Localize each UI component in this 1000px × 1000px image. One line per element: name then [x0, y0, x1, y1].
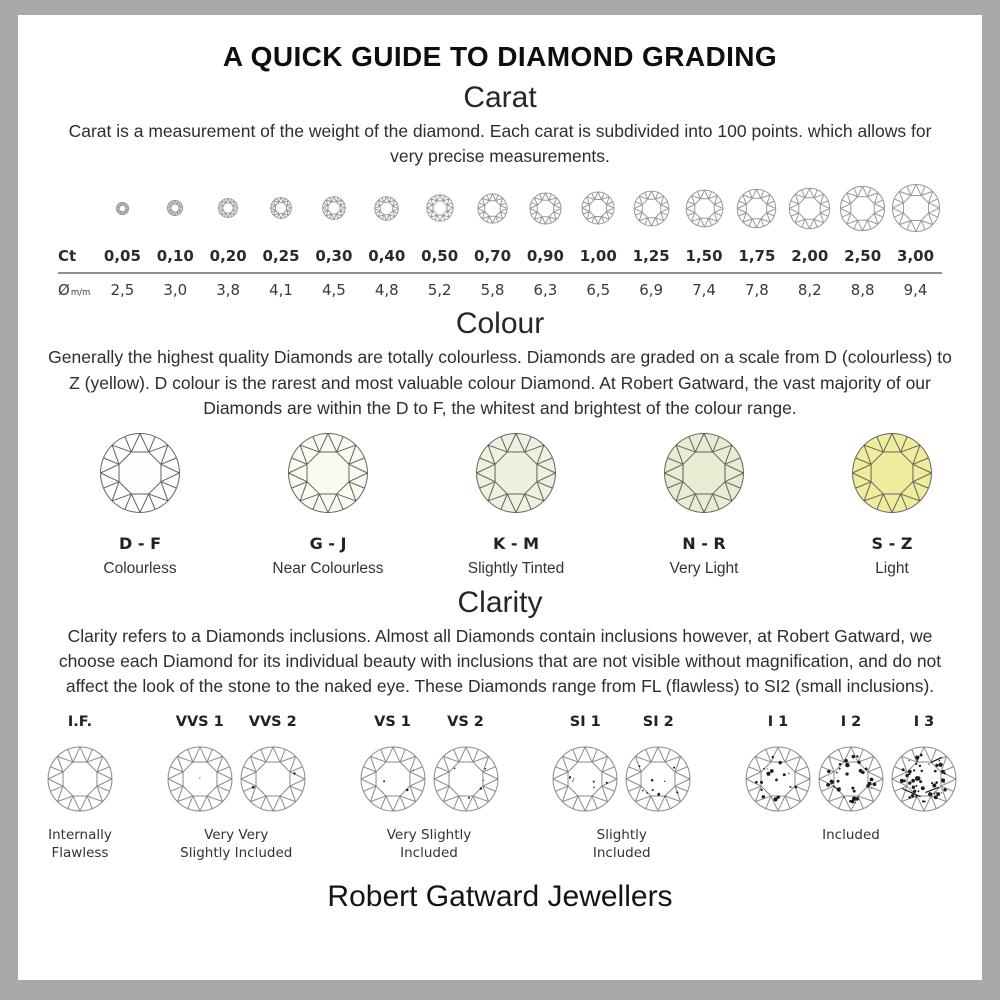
- carat-stone-cell: [308, 196, 361, 220]
- diamond-icon: [166, 745, 234, 813]
- carat-weight-value: 2,00: [791, 247, 829, 266]
- diamond-icon: [624, 745, 692, 813]
- carat-diameter-value: 6,9: [639, 281, 664, 300]
- carat-diameter-value: 7,4: [692, 281, 716, 300]
- carat-stone-cell: [149, 200, 202, 216]
- diamond-icon: [167, 200, 183, 216]
- page-title: A QUICK GUIDE TO DIAMOND GRADING: [222, 41, 778, 72]
- clarity-group-caption: Internally Flawless: [48, 826, 112, 861]
- carat-stone-cell: [572, 191, 625, 225]
- clarity-grade-label: I 1: [767, 713, 789, 730]
- colour-grade-range: S - Z: [871, 533, 913, 553]
- carat-diameter-value: 6,5: [586, 281, 611, 300]
- colour-grade-range: K - M: [492, 533, 540, 553]
- diamond-icon: [477, 193, 508, 224]
- carat-weight-value: 0,30: [315, 247, 353, 266]
- colour-grade-name: Slightly Tinted: [467, 559, 565, 577]
- clarity-group-caption: Very Very Slightly Included: [180, 826, 293, 861]
- carat-section: [46, 81, 954, 299]
- diamond-icon: [239, 745, 307, 813]
- diamond-icon: [890, 745, 958, 813]
- diamond-icon: [46, 745, 114, 813]
- clarity-grade-label: VS 2: [447, 713, 484, 730]
- guide-page: [18, 15, 982, 980]
- clarity-grade-label: SI 2: [642, 713, 674, 730]
- carat-stone-cell: [731, 188, 784, 229]
- diamond-icon: [286, 431, 370, 515]
- clarity-grade-label: I.F.: [67, 713, 93, 730]
- carat-diameter-value: 2,5: [110, 281, 135, 300]
- carat-weight-value: 0,10: [156, 247, 194, 266]
- clarity-stones: [166, 714, 307, 813]
- clarity-grade-group: [551, 714, 692, 862]
- clarity-section: [46, 586, 954, 862]
- clarity-grade-group: [46, 714, 114, 862]
- clarity-grade-label: I 2: [840, 713, 862, 730]
- colour-grade-item: [798, 431, 982, 578]
- clarity-stone: [744, 714, 812, 813]
- clarity-stone: [432, 714, 500, 813]
- carat-weight-value: 0,50: [421, 247, 459, 266]
- diamond-icon: [817, 745, 885, 813]
- clarity-group-caption: Very Slightly Included: [386, 826, 472, 861]
- carat-diameter-value: 5,8: [480, 281, 505, 300]
- diamond-icon: [116, 202, 129, 215]
- colour-grade-item: [46, 431, 234, 578]
- carat-weight-value: 1,25: [632, 247, 670, 266]
- carat-diameter-value: 3,0: [163, 281, 188, 300]
- diamond-icon: [359, 745, 427, 813]
- carat-weight-row: [58, 247, 942, 274]
- carat-diameter-value: 5,2: [427, 281, 452, 300]
- clarity-grade-label: SI 1: [569, 713, 601, 730]
- diamond-icon: [426, 194, 454, 222]
- colour-grade-name: Near Colourless: [272, 559, 384, 577]
- clarity-group-caption: Included: [822, 826, 880, 843]
- diamond-icon: [685, 189, 724, 228]
- clarity-stone: [46, 714, 114, 813]
- carat-diameter-value: 9,4: [903, 281, 928, 300]
- diamond-icon: [633, 190, 670, 227]
- carat-diameter-value: 3,8: [216, 281, 241, 300]
- colour-grade-range: N - R: [682, 533, 726, 553]
- diamond-icon: [788, 187, 831, 230]
- clarity-stone: [890, 714, 958, 813]
- colour-grade-range: D - F: [119, 533, 161, 553]
- colour-section: [46, 307, 954, 578]
- carat-diameter-value: 8,8: [850, 281, 875, 300]
- carat-weight-value: 1,75: [738, 247, 776, 266]
- carat-weight-value: 1,00: [579, 247, 617, 266]
- carat-stone-cell: [96, 202, 149, 215]
- diamond-icon: [432, 745, 500, 813]
- carat-weight-value: 0,05: [103, 247, 141, 266]
- carat-stone-cell: [625, 190, 678, 227]
- carat-stone-cell: [202, 198, 255, 218]
- carat-stone-cell: [836, 185, 889, 232]
- carat-diamond-row: [58, 179, 942, 237]
- colour-description: Generally the highest quality Diamonds are totally colourless. Diamonds are graded on a scale from D (colourless) to Z (yellow). D colour is the rarest and most valuable colour Diamond. At Robert Gatward, the vast majority of our Diamonds are within the D to F, the whitest and brightest of the colour range.: [48, 347, 952, 418]
- brand-footer: Robert Gatward Jewellers: [327, 879, 673, 913]
- diamond-icon: [736, 188, 777, 229]
- clarity-grade-label: VVS 1: [175, 713, 224, 730]
- carat-diameter-row: [58, 274, 942, 299]
- clarity-stone: [551, 714, 619, 813]
- clarity-heading: Clarity: [457, 585, 543, 619]
- clarity-stone: [166, 714, 234, 813]
- diamond-icon: [850, 431, 934, 515]
- clarity-grade-label: VS 1: [374, 713, 411, 730]
- diamond-icon: [891, 183, 941, 233]
- diamond-icon: [529, 192, 562, 225]
- carat-stone-cell: [255, 197, 308, 219]
- colour-grade-row: [46, 431, 982, 578]
- carat-diameter-value: 4,1: [269, 281, 293, 300]
- carat-stone-cell: [519, 192, 572, 225]
- clarity-stones: [744, 714, 958, 813]
- clarity-stone: [239, 714, 307, 813]
- clarity-stone: [817, 714, 885, 813]
- clarity-stone: [359, 714, 427, 813]
- carat-diameter-value: 4,5: [322, 281, 346, 300]
- clarity-description: Clarity refers to a Diamonds inclusions. Almost all Diamonds contain inclusions however, at Robert Gatward, we choose each Diamond for its individual beauty with inclusions that are not visible without magnification, and do not affect the look of the stone to the naked eye. These Diamonds range from FL (flawless) to SI2 (small inclusions).: [58, 625, 942, 697]
- colour-grade-name: Colourless: [103, 559, 177, 577]
- carat-weight-value: 0,20: [209, 247, 247, 266]
- carat-weight-value: 0,90: [526, 247, 564, 266]
- colour-heading: Colour: [455, 307, 545, 341]
- clarity-grade-label: VVS 2: [248, 713, 297, 730]
- carat-stone-cell: [889, 183, 942, 233]
- diamond-icon: [839, 185, 886, 232]
- carat-diameter-value: 4,8: [374, 281, 399, 300]
- colour-grade-name: Very Light: [669, 559, 739, 577]
- carat-weight-value: 1,50: [685, 247, 723, 266]
- clarity-stones: [551, 714, 692, 813]
- carat-weight-value: 0,70: [474, 247, 512, 266]
- diamond-icon: [662, 431, 746, 515]
- clarity-stones: [46, 714, 114, 813]
- clarity-stones: [359, 714, 500, 813]
- carat-stone-cell: [783, 187, 836, 230]
- carat-heading: Carat: [463, 81, 537, 114]
- diamond-icon: [474, 431, 558, 515]
- diamond-icon: [581, 191, 615, 225]
- colour-grade-item: [422, 431, 610, 578]
- diamond-icon: [270, 197, 292, 219]
- clarity-stone: [624, 714, 692, 813]
- clarity-grade-group: [166, 714, 307, 862]
- carat-diameter-value: 8,2: [797, 281, 822, 300]
- clarity-grade-label: I 3: [913, 713, 935, 730]
- carat-weight-value: 0,25: [262, 247, 300, 266]
- carat-weight-label: Ct: [58, 247, 77, 266]
- clarity-grade-group: [744, 714, 958, 844]
- carat-size-chart: [58, 179, 942, 299]
- carat-stone-cell: [466, 193, 519, 224]
- carat-stone-cell: [360, 196, 413, 221]
- diamond-icon: [744, 745, 812, 813]
- colour-grade-item: [234, 431, 422, 578]
- carat-stone-cell: [413, 194, 466, 222]
- carat-description: Carat is a measurement of the weight of the diamond. Each carat is subdivided into 100 points. which allows for very precise measurements.: [68, 121, 932, 167]
- carat-diameter-value: 6,3: [533, 281, 558, 300]
- carat-weight-value: 2,50: [844, 247, 882, 266]
- carat-stone-cell: [678, 189, 731, 228]
- diamond-icon: [218, 198, 238, 218]
- carat-weight-value: 0,40: [368, 247, 406, 266]
- clarity-grade-row: [46, 714, 958, 862]
- diamond-icon: [551, 745, 619, 813]
- diamond-icon: [98, 431, 182, 515]
- diamond-icon: [322, 196, 346, 220]
- clarity-group-caption: Slightly Included: [592, 826, 651, 861]
- carat-diameter-value: 7,8: [745, 281, 769, 300]
- carat-diameter-label: Ø m/m: [58, 281, 91, 300]
- clarity-grade-group: [359, 714, 500, 862]
- colour-grade-range: G - J: [309, 533, 347, 553]
- diamond-icon: [374, 196, 399, 221]
- colour-grade-name: Light: [875, 559, 909, 577]
- colour-grade-item: [610, 431, 798, 578]
- carat-weight-value: 3,00: [897, 247, 935, 266]
